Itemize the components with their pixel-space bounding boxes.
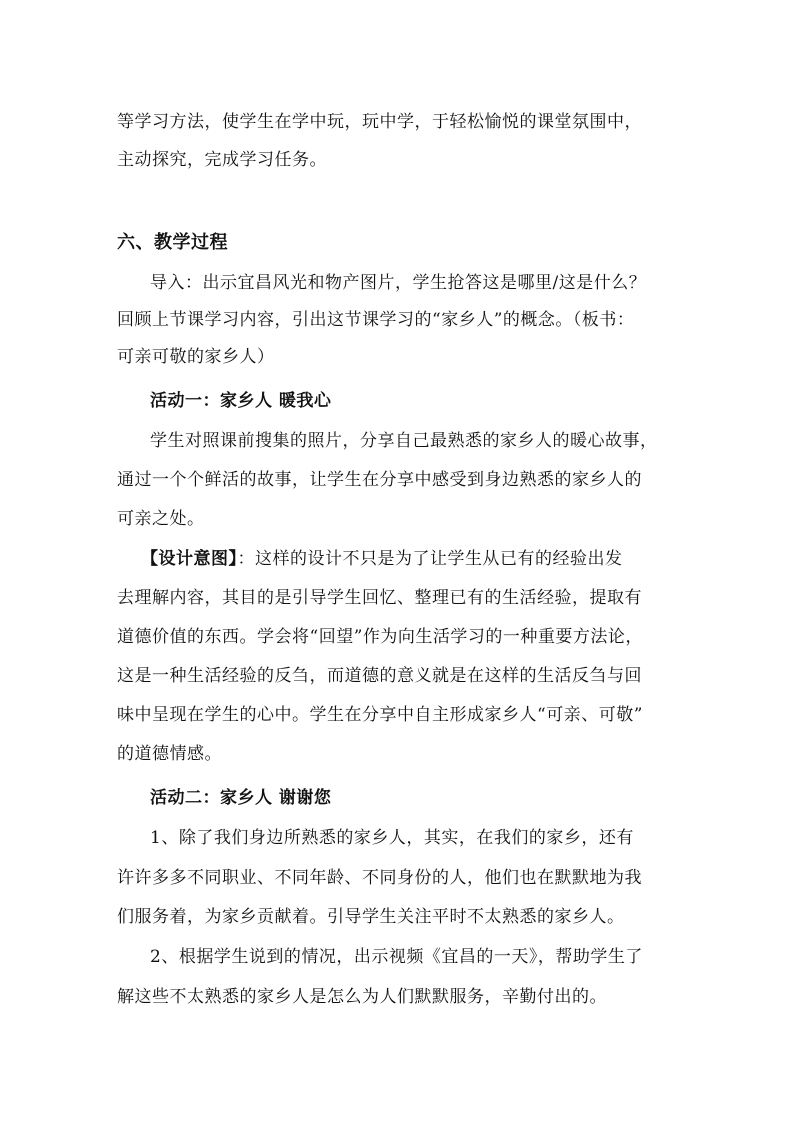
design-line-2: 去理解内容，其目的是引导学生回忆、整理已有的生活经验，提取有	[117, 588, 642, 608]
activity2-p1-line-1: 1、除了我们身边所熟悉的家乡人，其实，在我们的家乡，还有	[150, 828, 634, 848]
design-line-6: 的道德情感。	[117, 744, 222, 764]
daoru-line-2: 回顾上节课学习内容，引出这节课学习的“家乡人”的概念。（板书：	[117, 310, 635, 330]
section-heading: 六、教学过程	[117, 232, 228, 253]
activity1-line-2: 通过一个个鲜活的故事，让学生在分享中感受到身边熟悉的家乡人的	[117, 470, 642, 490]
design-line-1	[141, 547, 623, 571]
activity2-p2-line-2: 解这些不太熟悉的家乡人是怎么为人们默默服务，辛勤付出的。	[117, 987, 607, 1007]
design-line-5: 味中呈现在学生的心中。学生在分享中自主形成家乡人“可亲、可敬”	[117, 705, 643, 725]
activity2-p1-line-2: 许许多多不同职业、不同年龄、不同身份的人，他们也在默默地为我	[117, 868, 642, 888]
activity1-title: 活动一：家乡人 暖我心	[150, 391, 332, 411]
activity2-p1-line-3: 们服务着，为家乡贡献着。引导学生关注平时不太熟悉的家乡人。	[117, 907, 625, 927]
design-intent-label: 【设计意图】	[141, 549, 238, 569]
daoru-line-3: 可亲可敬的家乡人）	[117, 347, 275, 367]
design-line-4: 这是一种生活经验的反刍，而道德的意义就是在这样的生活反刍与回	[117, 666, 642, 686]
activity2-p2-line-1: 2、根据学生说到的情况，出示视频《宜昌的一天》，帮助学生了	[150, 947, 643, 967]
design-line-1-text: ：这样的设计不只是为了让学生从已有的经验出发	[237, 549, 623, 569]
intro-line-1: 等学习方法，使学生在学中玩，玩中学，于轻松愉悦的课堂氛围中，	[117, 112, 642, 132]
intro-line-2: 主动探究，完成学习任务。	[117, 150, 327, 170]
daoru-line-1: 导入：出示宜昌风光和物产图片，学生抢答这是哪里/这是什么？	[150, 273, 647, 293]
activity1-line-1: 学生对照课前搜集的照片，分享自己最熟悉的家乡人的暖心故事，	[150, 431, 658, 451]
activity2-title: 活动二：家乡人 谢谢您	[150, 788, 332, 808]
activity1-line-3: 可亲之处。	[117, 509, 205, 529]
design-line-3: 道德价值的东西。学会将“回望”作为向生活学习的一种重要方法论，	[117, 627, 643, 647]
